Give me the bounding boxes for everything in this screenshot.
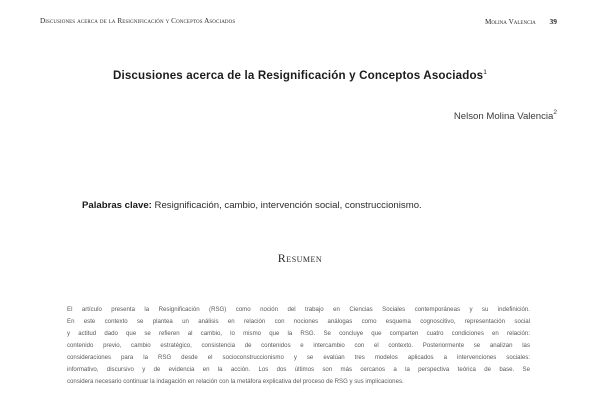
- abstract-line: y actitud dado que se refieren al cambio, lo mismo que la RSG. Se concluye que comparten cuatro condiciones en relación:: [67, 330, 530, 337]
- abstract-body: [67, 304, 530, 388]
- paper-title-text: Discusiones acerca de la Resignificación y Conceptos Asociados: [112, 69, 484, 82]
- abstract-line: considera necesario continuar la indagación en relación con la metáfora explicativa del proceso de RSG y sus implicaciones.: [67, 378, 404, 385]
- title-footnote-marker[interactable]: 1: [483, 69, 488, 76]
- author-name-text: Nelson Molina Valencia: [453, 111, 554, 122]
- abstract-line: consideraciones para la RSG desde el socioconstruccionismo y se evalúan tres modelos aplicados a intervenciones sociales:: [67, 354, 530, 361]
- running-header-author: Molina Valencia: [484, 18, 536, 26]
- abstract-line: El artículo presenta la Resignificación (RSG) como noción del trabajo en Ciencias Sociales contemporáneas y su indefinición.: [67, 306, 530, 313]
- abstract-heading: Resumen: [277, 251, 323, 265]
- keywords: [82, 200, 422, 211]
- paper-title: [0, 69, 600, 82]
- running-header-right: [485, 17, 557, 26]
- page-number: 39: [549, 17, 557, 26]
- abstract-line: En este contexto se plantea un análisis en relación con nociones análogas como esquema cognoscitivo, representación social: [67, 318, 530, 325]
- keywords-value: Resignificación, cambio, intervención social, construccionismo.: [154, 200, 422, 211]
- keywords-label: Palabras clave:: [82, 200, 152, 211]
- abstract-line: informativo, discursivo y de evidencia en la acción. Los dos últimos son más cercanos a la perspectiva teórica de base. Se: [67, 366, 530, 373]
- author-footnote-marker[interactable]: 2: [553, 109, 557, 116]
- running-header-title: Discusiones acerca de la Resignificación y Conceptos Asociados: [40, 17, 236, 25]
- abstract-line: contenido previo, cambio estratégico, consistencia de contenidos e intercambio con el contexto. Posteriormente se analizan las: [67, 342, 530, 349]
- author-name: [454, 111, 557, 122]
